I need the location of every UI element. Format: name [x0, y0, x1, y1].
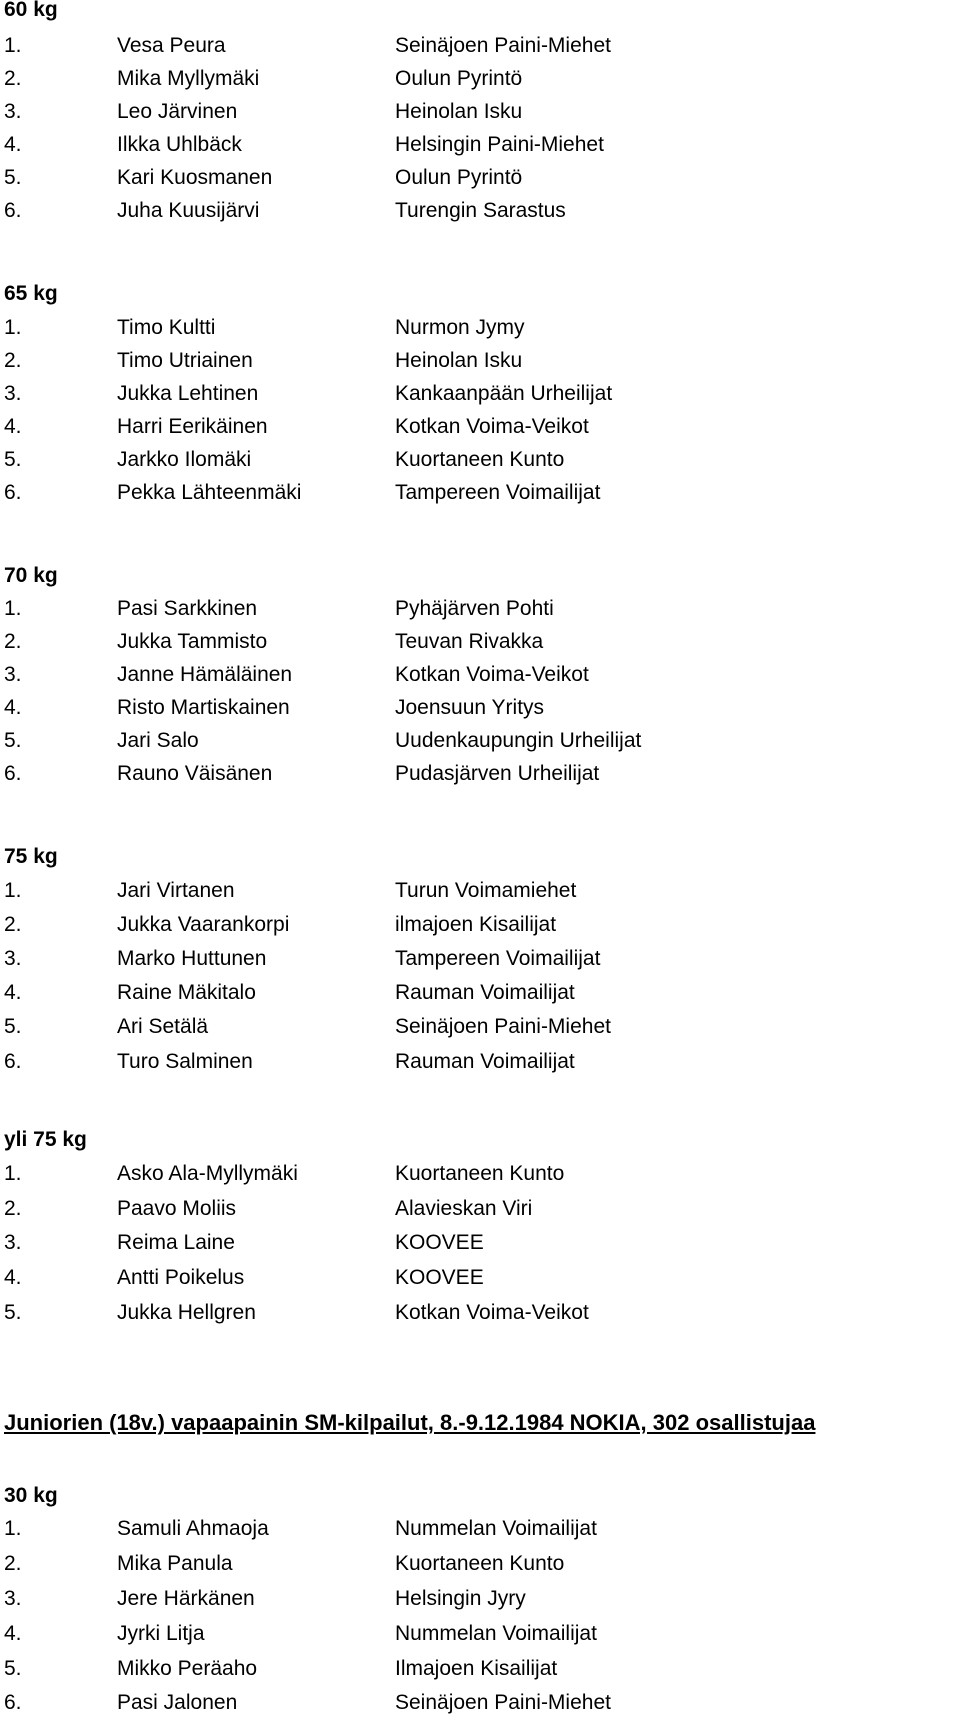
- placing: 6.: [4, 762, 22, 785]
- club-name: Helsingin Paini-Miehet: [395, 133, 604, 156]
- wrestler-name: Kari Kuosmanen: [117, 166, 273, 189]
- club-name: Kotkan Voima-Veikot: [395, 1301, 589, 1324]
- result-row: [4, 1226, 944, 1260]
- placing: 4.: [4, 696, 22, 719]
- placing: 6.: [4, 481, 22, 504]
- category-heading: yli 75 kg: [4, 1128, 87, 1151]
- placing: 4.: [4, 981, 22, 1004]
- placing: 1.: [4, 34, 22, 57]
- result-row: [4, 942, 944, 976]
- category-heading: 60 kg: [4, 0, 58, 21]
- wrestler-name: Pekka Lähteenmäki: [117, 481, 302, 504]
- club-name: Oulun Pyrintö: [395, 166, 523, 189]
- category-heading: 70 kg: [4, 564, 58, 587]
- wrestler-name: Turo Salminen: [117, 1050, 253, 1073]
- placing: 2.: [4, 1197, 22, 1220]
- junior-championship-heading: Juniorien (18v.) vapaapainin SM-kilpailut, 8.-9.12.1984 NOKIA, 302 osallistujaa: [4, 1410, 816, 1435]
- club-name: Tampereen Voimailijat: [395, 947, 601, 970]
- result-row: [4, 592, 944, 626]
- wrestler-name: Antti Poikelus: [117, 1266, 245, 1289]
- club-name: Teuvan Rivakka: [395, 630, 544, 653]
- wrestler-name: Jukka Lehtinen: [117, 382, 259, 405]
- result-row: [4, 1686, 944, 1720]
- result-row: [4, 161, 944, 195]
- result-row: [4, 377, 944, 411]
- placing: 3.: [4, 382, 22, 405]
- result-row: [4, 691, 944, 725]
- placing: 3.: [4, 1587, 22, 1610]
- result-row: [4, 1261, 944, 1295]
- result-row: [4, 1652, 944, 1686]
- placing: 2.: [4, 67, 22, 90]
- club-name: Nurmon Jymy: [395, 316, 525, 339]
- wrestler-name: Asko Ala-Myllymäki: [117, 1162, 298, 1185]
- club-name: Seinäjoen Paini-Miehet: [395, 1015, 611, 1038]
- placing: 1.: [4, 1162, 22, 1185]
- result-row: [4, 62, 944, 96]
- club-name: Helsingin Jyry: [395, 1587, 526, 1610]
- result-row: [4, 1010, 944, 1044]
- wrestler-name: Pasi Jalonen: [117, 1691, 238, 1714]
- placing: 5.: [4, 1657, 22, 1680]
- placing: 3.: [4, 100, 22, 123]
- wrestler-name: Ilkka Uhlbäck: [117, 133, 242, 156]
- wrestler-name: Rauno Väisänen: [117, 762, 273, 785]
- placing: 2.: [4, 349, 22, 372]
- result-row: [4, 1045, 944, 1079]
- result-row: [4, 1617, 944, 1651]
- club-name: Pudasjärven Urheilijat: [395, 762, 600, 785]
- result-row: [4, 410, 944, 444]
- club-name: Seinäjoen Paini-Miehet: [395, 1691, 611, 1714]
- club-name: Turun Voimamiehet: [395, 879, 577, 902]
- club-name: Kankaanpään Urheilijat: [395, 382, 613, 405]
- club-name: Heinolan Isku: [395, 100, 523, 123]
- placing: 3.: [4, 663, 22, 686]
- club-name: Kotkan Voima-Veikot: [395, 415, 589, 438]
- wrestler-name: Juha Kuusijärvi: [117, 199, 260, 222]
- wrestler-name: Raine Mäkitalo: [117, 981, 256, 1004]
- result-row: [4, 95, 944, 129]
- wrestler-name: Jere Härkänen: [117, 1587, 255, 1610]
- result-row: [4, 194, 944, 228]
- club-name: Kuortaneen Kunto: [395, 1162, 565, 1185]
- wrestler-name: Marko Huttunen: [117, 947, 267, 970]
- result-row: [4, 443, 944, 477]
- placing: 6.: [4, 1050, 22, 1073]
- wrestler-name: Jari Salo: [117, 729, 199, 752]
- result-row: [4, 1582, 944, 1616]
- placing: 3.: [4, 1231, 22, 1254]
- result-row: [4, 1296, 944, 1330]
- wrestler-name: Timo Utriainen: [117, 349, 253, 372]
- club-name: Oulun Pyrintö: [395, 67, 523, 90]
- club-name: Kuortaneen Kunto: [395, 448, 565, 471]
- placing: 6.: [4, 1691, 22, 1714]
- result-row: [4, 625, 944, 659]
- category-heading: 75 kg: [4, 845, 58, 868]
- result-row: [4, 874, 944, 908]
- club-name: Heinolan Isku: [395, 349, 523, 372]
- wrestler-name: Jarkko Ilomäki: [117, 448, 252, 471]
- placing: 1.: [4, 597, 22, 620]
- category-heading: 65 kg: [4, 282, 58, 305]
- wrestler-name: Ari Setälä: [117, 1015, 209, 1038]
- result-row: [4, 29, 944, 63]
- result-row: [4, 344, 944, 378]
- placing: 5.: [4, 1301, 22, 1324]
- club-name: KOOVEE: [395, 1266, 484, 1289]
- placing: 5.: [4, 1015, 22, 1038]
- placing: 2.: [4, 913, 22, 936]
- wrestler-name: Reima Laine: [117, 1231, 235, 1254]
- result-row: [4, 1512, 944, 1546]
- result-row: [4, 1547, 944, 1581]
- club-name: Seinäjoen Paini-Miehet: [395, 34, 611, 57]
- placing: 4.: [4, 133, 22, 156]
- result-row: [4, 476, 944, 510]
- club-name: Ilmajoen Kisailijat: [395, 1657, 558, 1680]
- wrestler-name: Harri Eerikäinen: [117, 415, 268, 438]
- result-row: [4, 908, 944, 942]
- club-name: Alavieskan Viri: [395, 1197, 533, 1220]
- club-name: Rauman Voimailijat: [395, 1050, 575, 1073]
- club-name: Tampereen Voimailijat: [395, 481, 601, 504]
- club-name: Rauman Voimailijat: [395, 981, 575, 1004]
- wrestler-name: Janne Hämäläinen: [117, 663, 293, 686]
- result-row: [4, 724, 944, 758]
- club-name: KOOVEE: [395, 1231, 484, 1254]
- wrestler-name: Mika Myllymäki: [117, 67, 260, 90]
- result-row: [4, 976, 944, 1010]
- club-name: Kotkan Voima-Veikot: [395, 663, 589, 686]
- wrestler-name: Pasi Sarkkinen: [117, 597, 258, 620]
- result-row: [4, 757, 944, 791]
- wrestler-name: Jari Virtanen: [117, 879, 235, 902]
- result-row: [4, 1192, 944, 1226]
- wrestler-name: Leo Järvinen: [117, 100, 238, 123]
- placing: 5.: [4, 729, 22, 752]
- result-row: [4, 128, 944, 162]
- placing: 1.: [4, 316, 22, 339]
- placing: 2.: [4, 630, 22, 653]
- club-name: Nummelan Voimailijat: [395, 1622, 597, 1645]
- placing: 5.: [4, 448, 22, 471]
- club-name: Joensuun Yritys: [395, 696, 545, 719]
- wrestler-name: Jukka Vaarankorpi: [117, 913, 290, 936]
- placing: 5.: [4, 166, 22, 189]
- club-name: Kuortaneen Kunto: [395, 1552, 565, 1575]
- result-row: [4, 1157, 944, 1191]
- wrestler-name: Paavo Moliis: [117, 1197, 237, 1220]
- placing: 4.: [4, 415, 22, 438]
- placing: 1.: [4, 1517, 22, 1540]
- wrestler-name: Samuli Ahmaoja: [117, 1517, 269, 1540]
- wrestler-name: Jukka Tammisto: [117, 630, 268, 653]
- placing: 4.: [4, 1266, 22, 1289]
- placing: 3.: [4, 947, 22, 970]
- result-row: [4, 658, 944, 692]
- placing: 2.: [4, 1552, 22, 1575]
- placing: 1.: [4, 879, 22, 902]
- wrestler-name: Mika Panula: [117, 1552, 233, 1575]
- club-name: ilmajoen Kisailijat: [395, 913, 557, 936]
- placing: 6.: [4, 199, 22, 222]
- result-row: [4, 311, 944, 345]
- club-name: Nummelan Voimailijat: [395, 1517, 597, 1540]
- club-name: Uudenkaupungin Urheilijat: [395, 729, 642, 752]
- wrestler-name: Risto Martiskainen: [117, 696, 290, 719]
- club-name: Turengin Sarastus: [395, 199, 566, 222]
- placing: 4.: [4, 1622, 22, 1645]
- category-heading: 30 kg: [4, 1484, 58, 1507]
- club-name: Pyhäjärven Pohti: [395, 597, 554, 620]
- wrestler-name: Vesa Peura: [117, 34, 226, 57]
- wrestler-name: Timo Kultti: [117, 316, 216, 339]
- wrestler-name: Jyrki Litja: [117, 1622, 205, 1645]
- wrestler-name: Jukka Hellgren: [117, 1301, 256, 1324]
- wrestler-name: Mikko Peräaho: [117, 1657, 258, 1680]
